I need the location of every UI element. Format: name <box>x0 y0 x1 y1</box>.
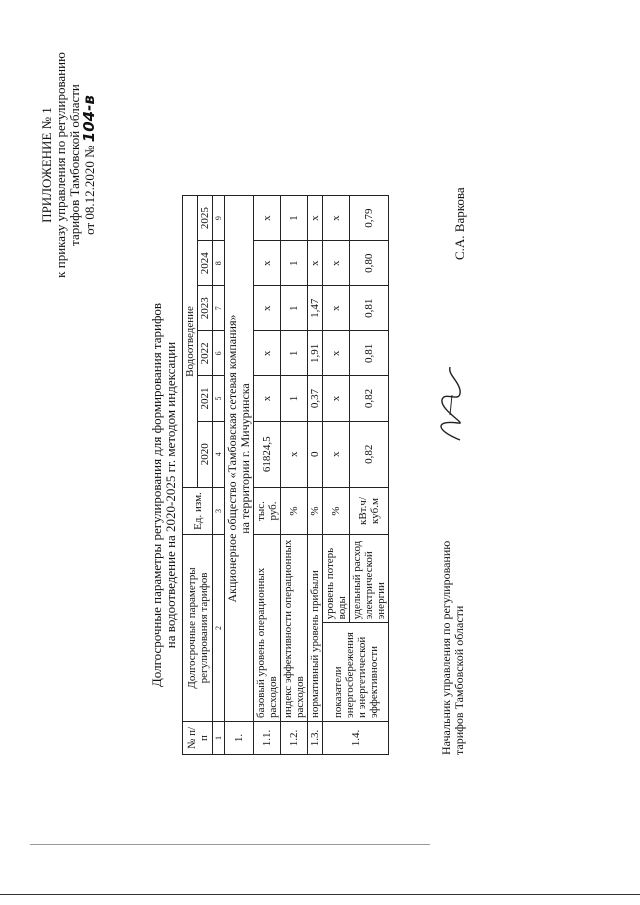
row-subparam: удельный расход электрической энергии <box>350 535 389 623</box>
row-value: 1,91 <box>308 331 323 376</box>
appendix-header <box>40 35 97 295</box>
row-num: 1.2. <box>281 722 308 755</box>
table-section-row <box>225 196 254 755</box>
row-value: х <box>281 421 308 487</box>
row-value: х <box>254 286 281 331</box>
header-year: 2024 <box>198 241 213 286</box>
title-line: Долгосрочные параметры регулирования для формирования тарифов <box>149 302 164 688</box>
section-title-line: на территории г. Мичуринска <box>238 383 252 534</box>
row-num: 1.4. <box>323 722 389 755</box>
row-value: х <box>308 196 323 241</box>
title-line: на водоотведение на 2020-2025 гг. методом индексации <box>163 341 178 649</box>
row-param: базовый уровень операционных расходов <box>254 535 281 722</box>
row-param: индекс эффективности операционных расходов <box>281 535 308 722</box>
row-num: 1.3. <box>308 722 323 755</box>
index-cell: 2 <box>213 535 225 722</box>
header-group: Водоотведение <box>183 196 198 488</box>
signer-title: тарифов Тамбовской области <box>452 605 466 755</box>
row-unit: тыс. руб. <box>254 488 281 535</box>
handwritten-signature <box>430 365 470 445</box>
row-value: 0 <box>308 421 323 487</box>
appendix-line: к приказу управления по регулированию <box>53 52 68 278</box>
signer-name: С.А. Варкова <box>452 187 467 260</box>
row-value: х <box>323 196 350 241</box>
row-value: х <box>308 241 323 286</box>
row-value: 1 <box>281 376 308 421</box>
signer-title: Начальник управления по регулированию <box>439 540 453 755</box>
row-value: х <box>254 241 281 286</box>
row-value: х <box>254 196 281 241</box>
row-value: 0,37 <box>308 376 323 421</box>
section-num: 1. <box>225 722 254 755</box>
section-title-line: Акционерное общество «Тамбовская сетевая компания» <box>225 314 239 603</box>
row-subparam: уровень потерь воды <box>323 535 350 623</box>
header-year: 2025 <box>198 196 213 241</box>
row-value: х <box>254 331 281 376</box>
header-year: 2023 <box>198 286 213 331</box>
row-value: 0,79 <box>350 196 389 241</box>
row-value: 0,80 <box>350 241 389 286</box>
row-value: 0,81 <box>350 331 389 376</box>
row-value: 1 <box>281 286 308 331</box>
header-unit: Ед. изм. <box>183 488 213 535</box>
row-value: 1 <box>281 241 308 286</box>
appendix-title: ПРИЛОЖЕНИЕ № 1 <box>39 107 54 223</box>
row-value: х <box>323 331 350 376</box>
scan-edge-line <box>30 844 430 845</box>
table-index-row <box>213 196 225 755</box>
index-cell: 3 <box>213 488 225 535</box>
table-row <box>308 196 323 755</box>
parameters-table <box>182 195 389 755</box>
row-unit: кВт.ч/куб.м <box>350 488 389 535</box>
row-value: 1,47 <box>308 286 323 331</box>
row-unit: % <box>281 488 308 535</box>
document-title <box>150 235 178 755</box>
row-num: 1.1. <box>254 722 281 755</box>
table-row <box>254 196 281 755</box>
index-cell: 6 <box>213 331 225 376</box>
row-param: нормативный уровень прибыли <box>308 535 323 722</box>
scan-edge-line <box>0 894 640 895</box>
table-header-row <box>183 196 198 755</box>
index-cell: 1 <box>213 722 225 755</box>
row-value: 1 <box>281 196 308 241</box>
index-cell: 5 <box>213 376 225 421</box>
index-cell: 9 <box>213 196 225 241</box>
row-value: х <box>323 376 350 421</box>
table-row <box>323 196 350 755</box>
header-param: Долгосрочные параметры регулирования тарифов <box>183 535 213 722</box>
table-row <box>281 196 308 755</box>
row-value: 0,82 <box>350 376 389 421</box>
row-value: х <box>323 241 350 286</box>
row-value: 0,82 <box>350 421 389 487</box>
row-unit: % <box>308 488 323 535</box>
header-year: 2021 <box>198 376 213 421</box>
signer-block <box>440 525 466 755</box>
row-value: 0,81 <box>350 286 389 331</box>
row-value: х <box>323 421 350 487</box>
appendix-line: тарифов Тамбовской области <box>67 84 82 246</box>
handwritten-order-number: 104-в <box>80 95 98 143</box>
row-value: 61824,5 <box>254 421 281 487</box>
index-cell: 7 <box>213 286 225 331</box>
header-year: 2022 <box>198 331 213 376</box>
index-cell: 8 <box>213 241 225 286</box>
row-value: х <box>254 376 281 421</box>
index-cell: 4 <box>213 421 225 487</box>
row-value: 1 <box>281 331 308 376</box>
appendix-date-line <box>82 35 97 295</box>
row-unit: % <box>323 488 350 535</box>
header-num: № п/п <box>183 722 213 755</box>
section-title <box>225 196 254 722</box>
header-year: 2020 <box>198 421 213 487</box>
row-value: х <box>323 286 350 331</box>
row-param: показатели энергосбережения и энергетической эффективности <box>323 623 389 722</box>
appendix-date: от 08.12.2020 № <box>82 145 97 235</box>
